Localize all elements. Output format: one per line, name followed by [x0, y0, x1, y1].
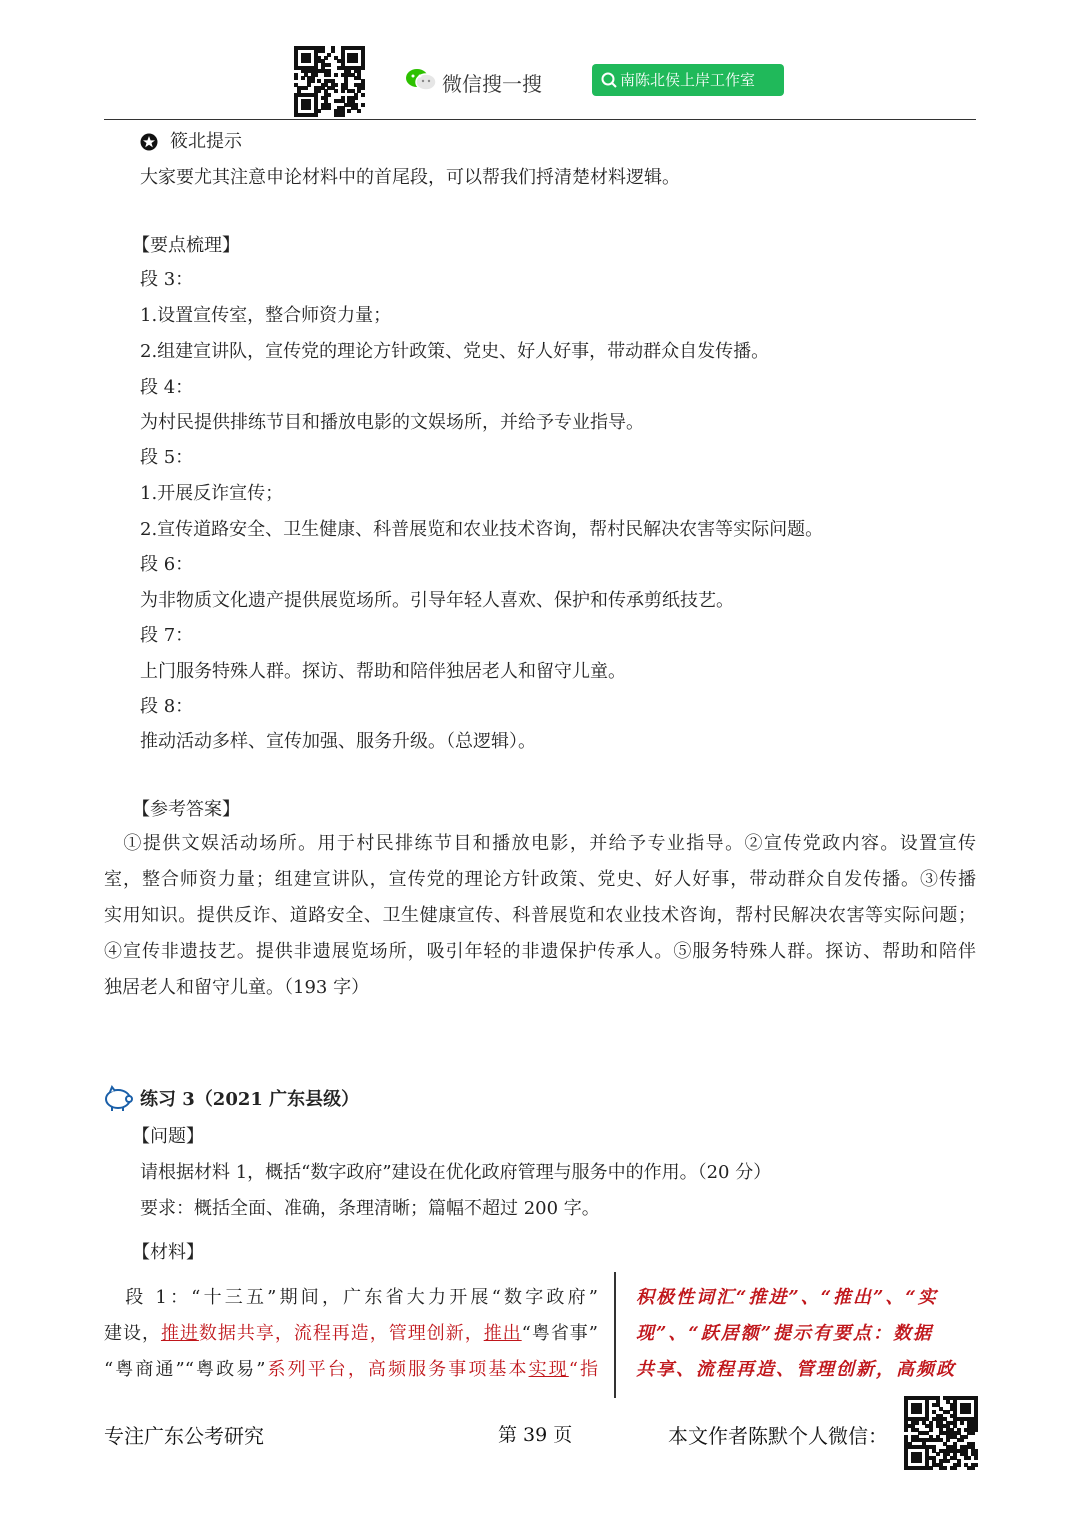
- summary-line: 1.开展反诈宣传；: [140, 483, 284, 504]
- search-icon: [600, 64, 618, 107]
- question-text: 请根据材料 1，概括“数字政府”建设在优化政府管理与服务中的作用。（20 分）: [140, 1162, 772, 1183]
- material-heading: 【材料】: [132, 1242, 204, 1263]
- footer-right: 本文作者陈默个人微信：: [668, 1424, 888, 1448]
- summary-line: 段 5：: [140, 447, 194, 468]
- tip-text: 大家要尤其注意申论材料中的首尾段，可以帮我们捋清楚材料逻辑。: [140, 167, 680, 188]
- page-number: 第 39 页: [498, 1424, 573, 1446]
- answer-line: 独居老人和留守儿童。（193 字）: [104, 977, 370, 998]
- summary-line: 上门服务特殊人群。探访、帮助和陪伴独居老人和留守儿童。: [140, 661, 626, 682]
- account-search-button[interactable]: [592, 64, 784, 96]
- header-divider: [104, 119, 976, 120]
- summary-line: 推动活动多样、宣传加强、服务升级。（总逻辑）。: [140, 731, 536, 752]
- summary-heading: 【要点梳理】: [132, 235, 240, 256]
- requirement-text: 要求：概括全面、准确，条理清晰；篇幅不超过 200 字。: [140, 1198, 600, 1219]
- question-heading: 【问题】: [132, 1126, 204, 1147]
- material-annotation: [636, 1280, 976, 1388]
- answer-paragraph: [104, 826, 976, 1006]
- summary-line: 段 7：: [140, 625, 194, 646]
- annotation-line: 现”、“跃居额”提示有要点：数据: [636, 1323, 934, 1344]
- answer-heading: 【参考答案】: [132, 799, 240, 820]
- header-qr-code: [294, 46, 364, 116]
- material-line: “粤商通”“粤政易”系列平台，高频服务事项基本实现“指: [104, 1359, 599, 1380]
- material-paragraph: [104, 1280, 598, 1388]
- answer-line: ①提供文娱活动场所。用于村民排练节目和播放电影，并给予专业指导。②宣传党政内容。设置宣传: [104, 833, 976, 854]
- account-name: 南陈北侯上岸工作室: [620, 71, 756, 89]
- summary-line: 段 3：: [140, 269, 194, 290]
- summary-line: 为非物质文化遗产提供展览场所。引导年轻人喜欢、保护和传承剪纸技艺。: [140, 590, 734, 611]
- answer-line: 室，整合师资力量；组建宣讲队，宣传党的理论方针政策、党史、好人好事，带动群众自发传播。③传播: [104, 869, 976, 890]
- footer-left: 专注广东公考研究: [104, 1424, 264, 1448]
- summary-line: 2.宣传道路安全、卫生健康、科普展览和农业技术咨询，帮村民解决农害等实际问题。: [140, 519, 824, 540]
- summary-line: 段 8：: [140, 696, 194, 717]
- material-divider: [614, 1272, 616, 1398]
- piggy-icon: [102, 1084, 134, 1112]
- summary-line: 2.组建宣讲队，宣传党的理论方针政策、党史、好人好事，带动群众自发传播。: [140, 341, 770, 362]
- annotation-line: 共享、流程再造、管理创新，高频政: [636, 1359, 956, 1380]
- star-icon: [140, 133, 158, 151]
- exercise-title: 练习 3（2021 广东县级）: [140, 1089, 360, 1110]
- answer-line: ④宣传非遗技艺。提供非遗展览场所，吸引年轻的非遗保护传承人。⑤服务特殊人群。探访、帮助和陪伴: [104, 941, 976, 962]
- annotation-line: 积极性词汇“推进”、“推出”、“实: [636, 1287, 938, 1308]
- wechat-search-label: 微信搜一搜: [442, 72, 542, 96]
- answer-line: 实用知识。提供反诈、道路安全、卫生健康宣传、科普展览和农业技术咨询，帮村民解决农害等实际问题；: [104, 905, 976, 926]
- tip-title: 筱北提示: [170, 131, 242, 152]
- footer-qr-code: [904, 1396, 978, 1470]
- wechat-icon: [404, 66, 438, 94]
- summary-line: 为村民提供排练节目和播放电影的文娱场所，并给予专业指导。: [140, 412, 644, 433]
- summary-line: 段 4：: [140, 377, 194, 398]
- material-line: 建设，推进数据共享，流程再造，管理创新，推出“粤省事”: [104, 1323, 598, 1344]
- summary-line: 段 6：: [140, 554, 194, 575]
- summary-line: 1.设置宣传室，整合师资力量；: [140, 305, 392, 326]
- material-line: 段 1：“十三五”期间，广东省大力开展“数字政府”: [104, 1287, 598, 1308]
